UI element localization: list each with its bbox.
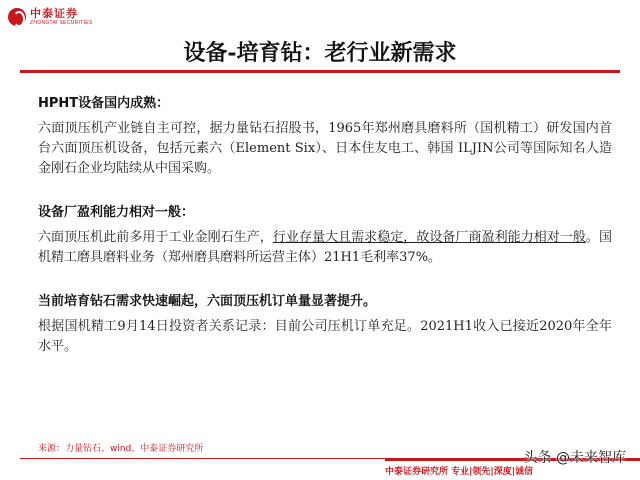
page-title: 设备-培育钻：老行业新需求 [183, 40, 457, 66]
logo-text [30, 8, 93, 26]
profit-body-underline: 行业存量大且需求稳定，故设备厂商盈利能力相对一般 [272, 230, 586, 245]
watermark: 头条 @未来智库 [523, 450, 626, 466]
section-body-demand: 根据国机精工9月14日投资者关系记录：目前公司压机订单充足。2021H1收入已接近2020年全年水平。 [38, 319, 612, 354]
section-heading-demand: 当前培育钻石需求快速崛起，六面顶压机订单量显著提升。 [38, 294, 377, 309]
section-body-hpht: 六面顶压机产业链自主可控，据力量钻石招股书，1965年郑州磨具磨料所（国机精工）研发国内首台六面顶压机设备，包括元素六（Element Six）、日本住友电工、韩国 ILJIN公司等国际知名人造金刚石企业均陆续从中国采购。 [38, 121, 612, 176]
profit-body-post: 。国机精工磨具磨料业务（郑州磨具磨料所运营主体）21H1毛利率37%。 [38, 230, 612, 265]
company-logo [8, 8, 93, 26]
main-content [38, 92, 612, 379]
title-divider [20, 70, 620, 73]
footer-text: 中泰证券研究所 专业|领先|深度|诚信 [385, 467, 533, 477]
logo-en: ZHONGTAI SECURITIES [30, 20, 93, 26]
profit-body-pre: 六面顶压机此前多用于工业金刚石生产， [38, 230, 273, 245]
section-heading-hpht: HPHT设备国内成熟： [38, 96, 170, 111]
logo-cn: 中泰证券 [30, 7, 78, 20]
source-note: 来源：力量钻石、wind、中泰证券研究所 [38, 444, 204, 454]
logo-mark-icon [8, 8, 26, 26]
section-heading-profit: 设备厂盈利能力相对一般： [38, 205, 195, 220]
section-body-profit [38, 228, 612, 268]
